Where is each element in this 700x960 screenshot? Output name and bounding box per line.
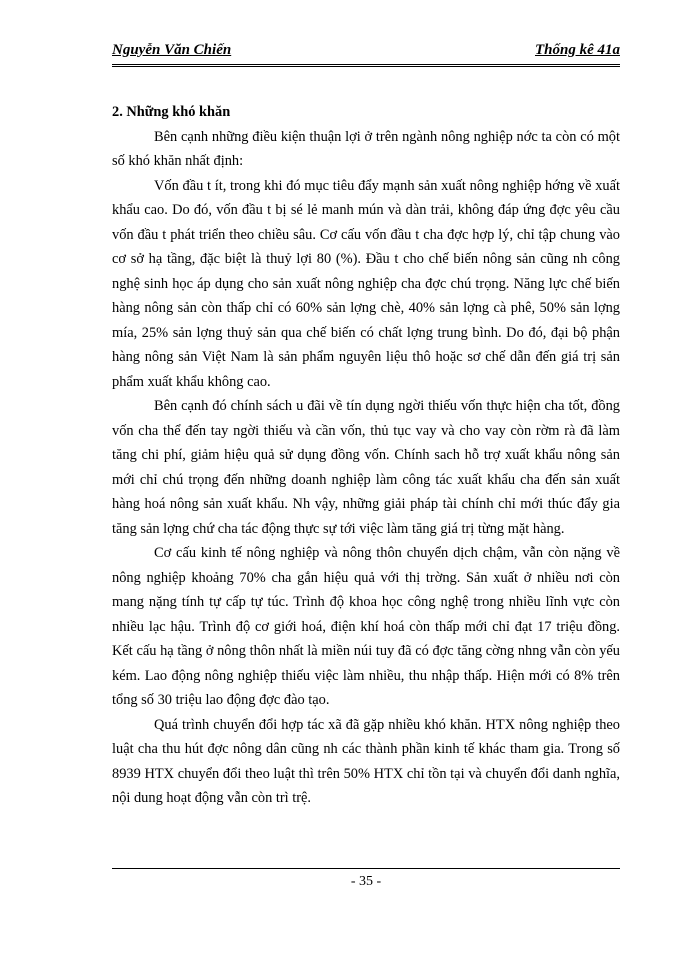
paragraph-economic-structure: Cơ cấu kinh tế nông nghiệp và nông thôn chuyển dịch chậm, vẫn còn nặng về nông nghiệp khoảng 70% cha gắn hiệu quả với thị trờng. Sản xuất ở nhiều nơi còn mang nặng tính tự cấp tự túc. Trình độ khoa học công nghệ trong nhiều lĩnh vực còn nhiều lạc hậu. Trình độ cơ giới hoá, điện khí hoá còn thấp mới chỉ đạt 17 triệu đồng. Kết cấu hạ tầng ở nông thôn nhất là miền núi tuy đã có đợc tăng cờng nhng vẫn còn yếu kém. Lao động nông nghiệp thiếu việc làm nhiều, thu nhập thấp. Hiện mới có 8% trên tổng số 30 triệu lao động đợc đào tạo. [112,545,620,708]
section-title: 2. Những khó khăn [112,104,231,120]
paragraph-investment: Vốn đầu t ít, trong khi đó mục tiêu đẩy mạnh sản xuất nông nghiệp hớng về xuất khẩu cao. Do đó, vốn đầu t bị sé lẻ manh mún và dàn trải, không đáp ứng đợc yêu cầu vốn đầu t phát triển theo chiều sâu. Cơ cấu vốn đầu t cha đợc hợp lý, chỉ tập chung vào cơ sở hạ tầng, đặc biệt là thuỷ lợi 80 (%). Đầu t cho chế biến nông sản cũng nh công nghệ sinh học áp dụng cho sản xuất nông nghiệp cha đợc chú trọng. Năng lực chế biến hàng nông sản còn thấp chỉ có 60% sản lợng chè, 40% sản lợng cà phê, 50% sản lợng mía, 25% sản lợng thuỷ sản qua chế biến có chất lợng trung bình. Do đó, đại bộ phận hàng nông sản Việt Nam là sản phẩm nguyên liệu thô hoặc sơ chế dẫn đến giá trị sản phẩm xuất khẩu không cao. [112,177,620,390]
document-body [112,100,620,811]
paragraph-credit-policy: Bên cạnh đó chính sách u đãi về tín dụng ngời thiếu vốn thực hiện cha tốt, đồng vốn cha thể đến tay ngời thiếu và cần vốn, thủ tục vay và cho vay còn rờm rà đã làm tăng chi phí, giảm hiệu quả sử dụng đồng vốn. Chính sach hỗ trợ xuất khẩu nông sản mới chỉ chú trọng đến những doanh nghiệp làm công tác xuất khẩu cha đến sản xuất hàng hoá nông sản xuất khẩu. Nh vậy, những giải pháp tài chính chỉ mới thúc đẩy gia tăng sản lợng chứ cha tác động thực sự tới việc làm tăng giá trị từng mặt hàng. [112,398,620,537]
page-number: - 35 - [350,874,382,889]
header-course: Thống kê 41a [534,42,620,58]
footer-divider [112,868,620,869]
page-header [112,40,620,67]
paragraph-cooperatives: Quá trình chuyển đổi hợp tác xã đã gặp nhiều khó khăn. HTX nông nghiệp theo luật cha thu hút đợc nông dân cũng nh các thành phần kinh tế khác tham gia. Trong số 8939 HTX chuyển đổi theo luật thì trên 50% HTX chỉ tồn tại và chuyển đổi danh nghĩa, nội dung hoạt động vẫn còn trì trệ. [112,716,620,806]
header-author: Nguyễn Văn Chiến [112,42,232,58]
paragraph-intro: Bên cạnh những điều kiện thuận lợi ở trên ngành nông nghiệp nớc ta còn có một số khó khăn nhất định: [112,128,620,169]
